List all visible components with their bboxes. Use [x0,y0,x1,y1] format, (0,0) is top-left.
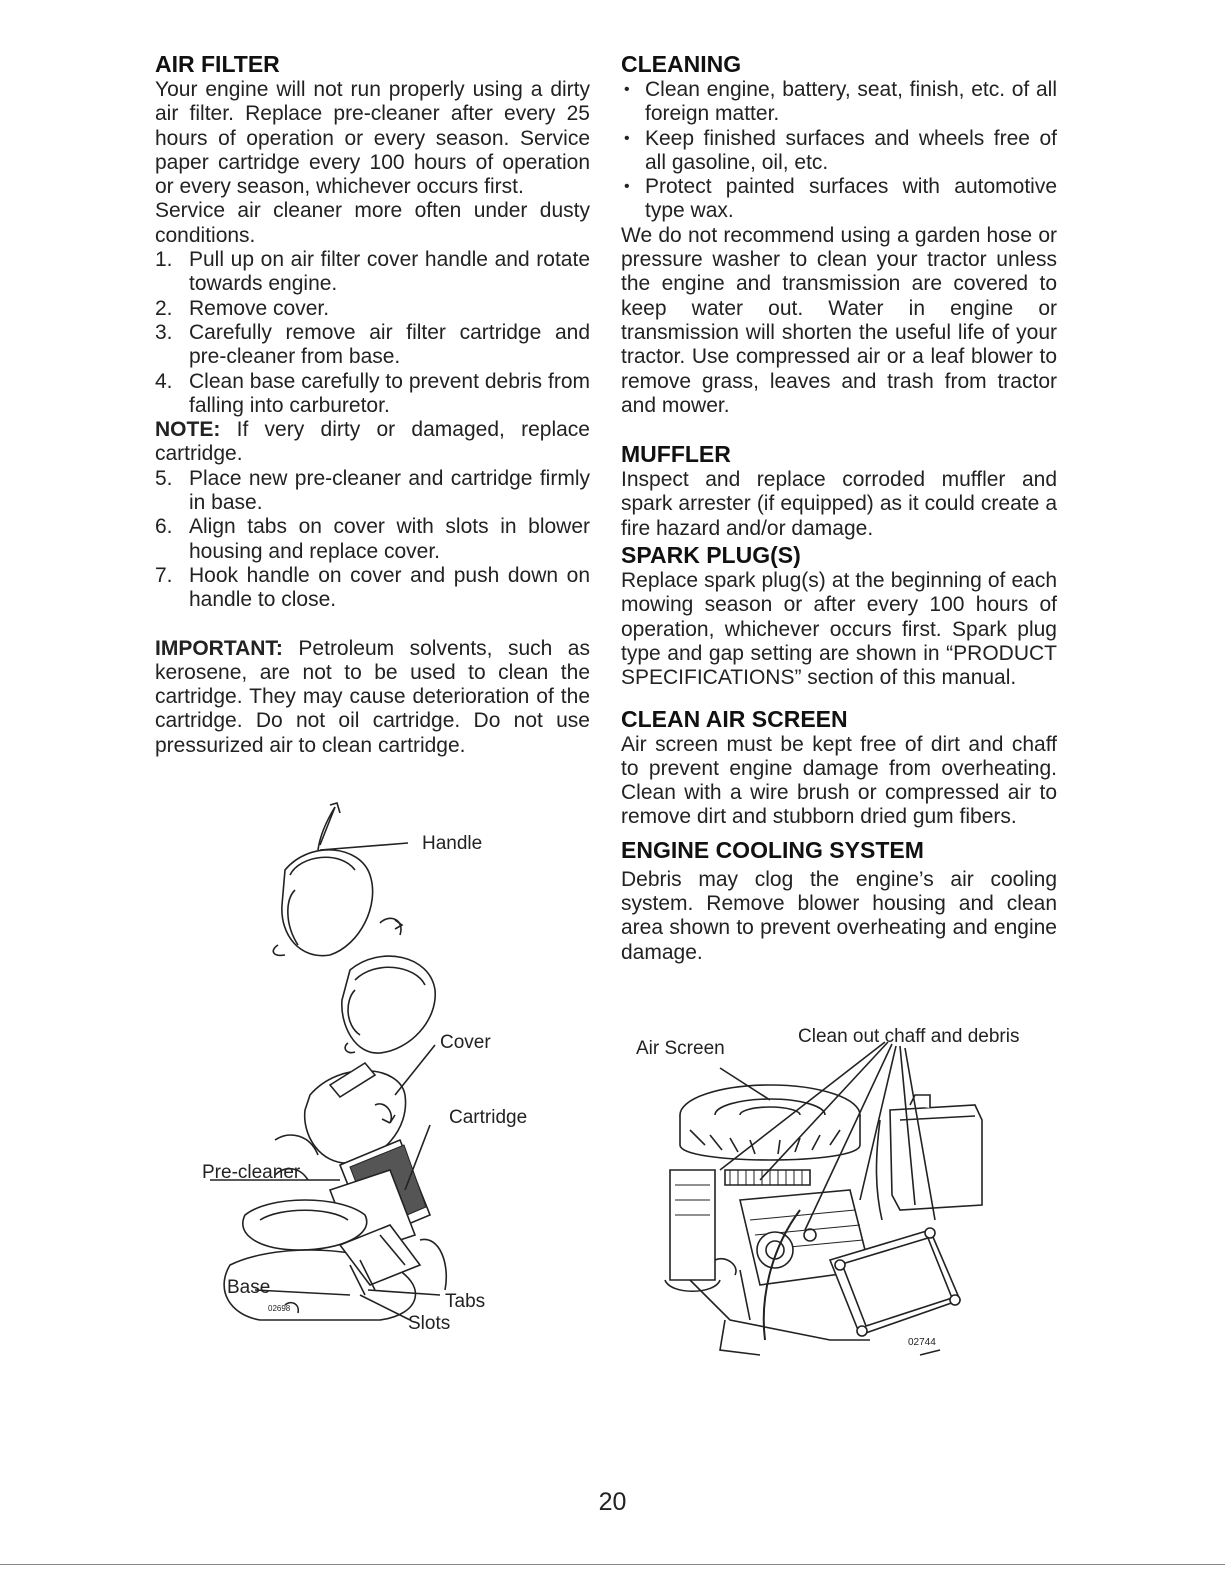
air-filter-intro: Your engine will not run properly using a dirty air filter. Replace pre-cleaner after every 25 hours of operation or every season. Service paper cartridge every 100 hours of operation or every season, whichever occurs first. [155,78,590,199]
engine-illustration [630,1020,1050,1365]
cleaning-text: We do not recommend using a garden hose or pressure washer to clean your tractor unless the engine and transmission are covered to keep water out. Water in engine or transmission will shorten the useful life of your tractor. Use compressed air or a leaf blower to remove grass, leaves and trash from tractor and mower. [621,223,1057,417]
clean-air-screen-heading: CLEAN AIR SCREEN [621,705,848,732]
page-bottom-rule [0,1564,1225,1565]
list-item: 6. Align tabs on cover with slots in blower housing and replace cover. [155,515,590,563]
cartridge-label: Cartridge [449,1107,528,1128]
list-item: 7. Hook handle on cover and push down on handle to close. [155,563,590,612]
right-column [621,50,1057,965]
precleaner-label: Pre-cleaner [202,1162,301,1183]
air-screen-label: Air Screen [636,1038,725,1059]
air-filter-heading: AIR FILTER [155,51,280,77]
muffler-heading: MUFFLER [621,441,731,468]
left-column [155,50,590,758]
note-label: NOTE: [155,418,221,442]
tabs-label: Tabs [445,1291,486,1312]
engine-cooling-text: Debris may clog the engine’s air cooling system. Remove blower housing and clean area shown to prevent overheating and engine damage. [621,867,1057,964]
list-item: • Protect painted surfaces with automotive type wax. [621,175,1057,224]
clean-air-screen-text: Air screen must be kept free of dirt and chaff to prevent engine damage from overheating. Clean with a wire brush or compressed air to remove dirt and stubborn dried gum fibers. [621,732,1057,829]
list-item: 4. Clean base carefully to prevent debris from falling into carburetor. [155,369,590,417]
important-paragraph: IMPORTANT: Petroleum solvents, such as kerosene, are not to be used to clean the cartridge. They may cause deterioration of the cartridge. Do not oil cartridge. Do not use pressurized air to clean cartridge. [155,636,590,757]
cleaning-heading: CLEANING [621,51,742,77]
spark-plug-text: Replace spark plug(s) at the beginning of each mowing season or after every 100 hours of operation, whichever occurs first. Spark plug type and gap setting are shown in “PRODUCT SPECIFICATIONS” section of this manual. [621,569,1057,690]
note-paragraph: NOTE: If very dirty or damaged, replace cartridge. [155,418,590,466]
engine-figure [630,1020,1050,1365]
air-filter-figure [190,795,560,1355]
base-label: Base [227,1277,271,1298]
cleaning-bullets [621,78,1057,224]
air-filter-steps-b [155,467,590,613]
clean-out-label: Clean out chaff and debris [798,1026,1020,1047]
list-item: • Clean engine, battery, seat, finish, etc. of all foreign matter. [621,78,1057,127]
list-item: 2. Remove cover. [155,296,330,320]
muffler-text: Inspect and replace corroded muffler and spark arrester (if equipped) as it could create a fire hazard and/or damage. [621,468,1057,540]
list-item: 5. Place new pre-cleaner and cartridge firmly in base. [155,466,590,515]
air-filter-steps-a [155,248,590,418]
cover-label: Cover [440,1032,491,1053]
air-filter-intro-2: Service air cleaner more often under dusty conditions. [155,199,590,247]
page-number: 20 [598,1488,627,1516]
air-filter-illustration [190,795,560,1355]
important-label: IMPORTANT: [155,636,283,660]
engine-cooling-heading: ENGINE COOLING SYSTEM [621,836,924,863]
handle-label: Handle [422,833,483,854]
figure-code: 02698 [268,1304,291,1313]
figure-code: 02744 [908,1337,936,1348]
list-item: 3. Carefully remove air filter cartridge and pre-cleaner from base. [155,320,590,369]
list-item: 1. Pull up on air filter cover handle and rotate towards engine. [155,248,590,296]
list-item: • Keep finished surfaces and wheels free of all gasoline, oil, etc. [621,127,1057,176]
slots-label: Slots [408,1313,451,1334]
spark-plug-heading: SPARK PLUG(S) [621,542,801,569]
